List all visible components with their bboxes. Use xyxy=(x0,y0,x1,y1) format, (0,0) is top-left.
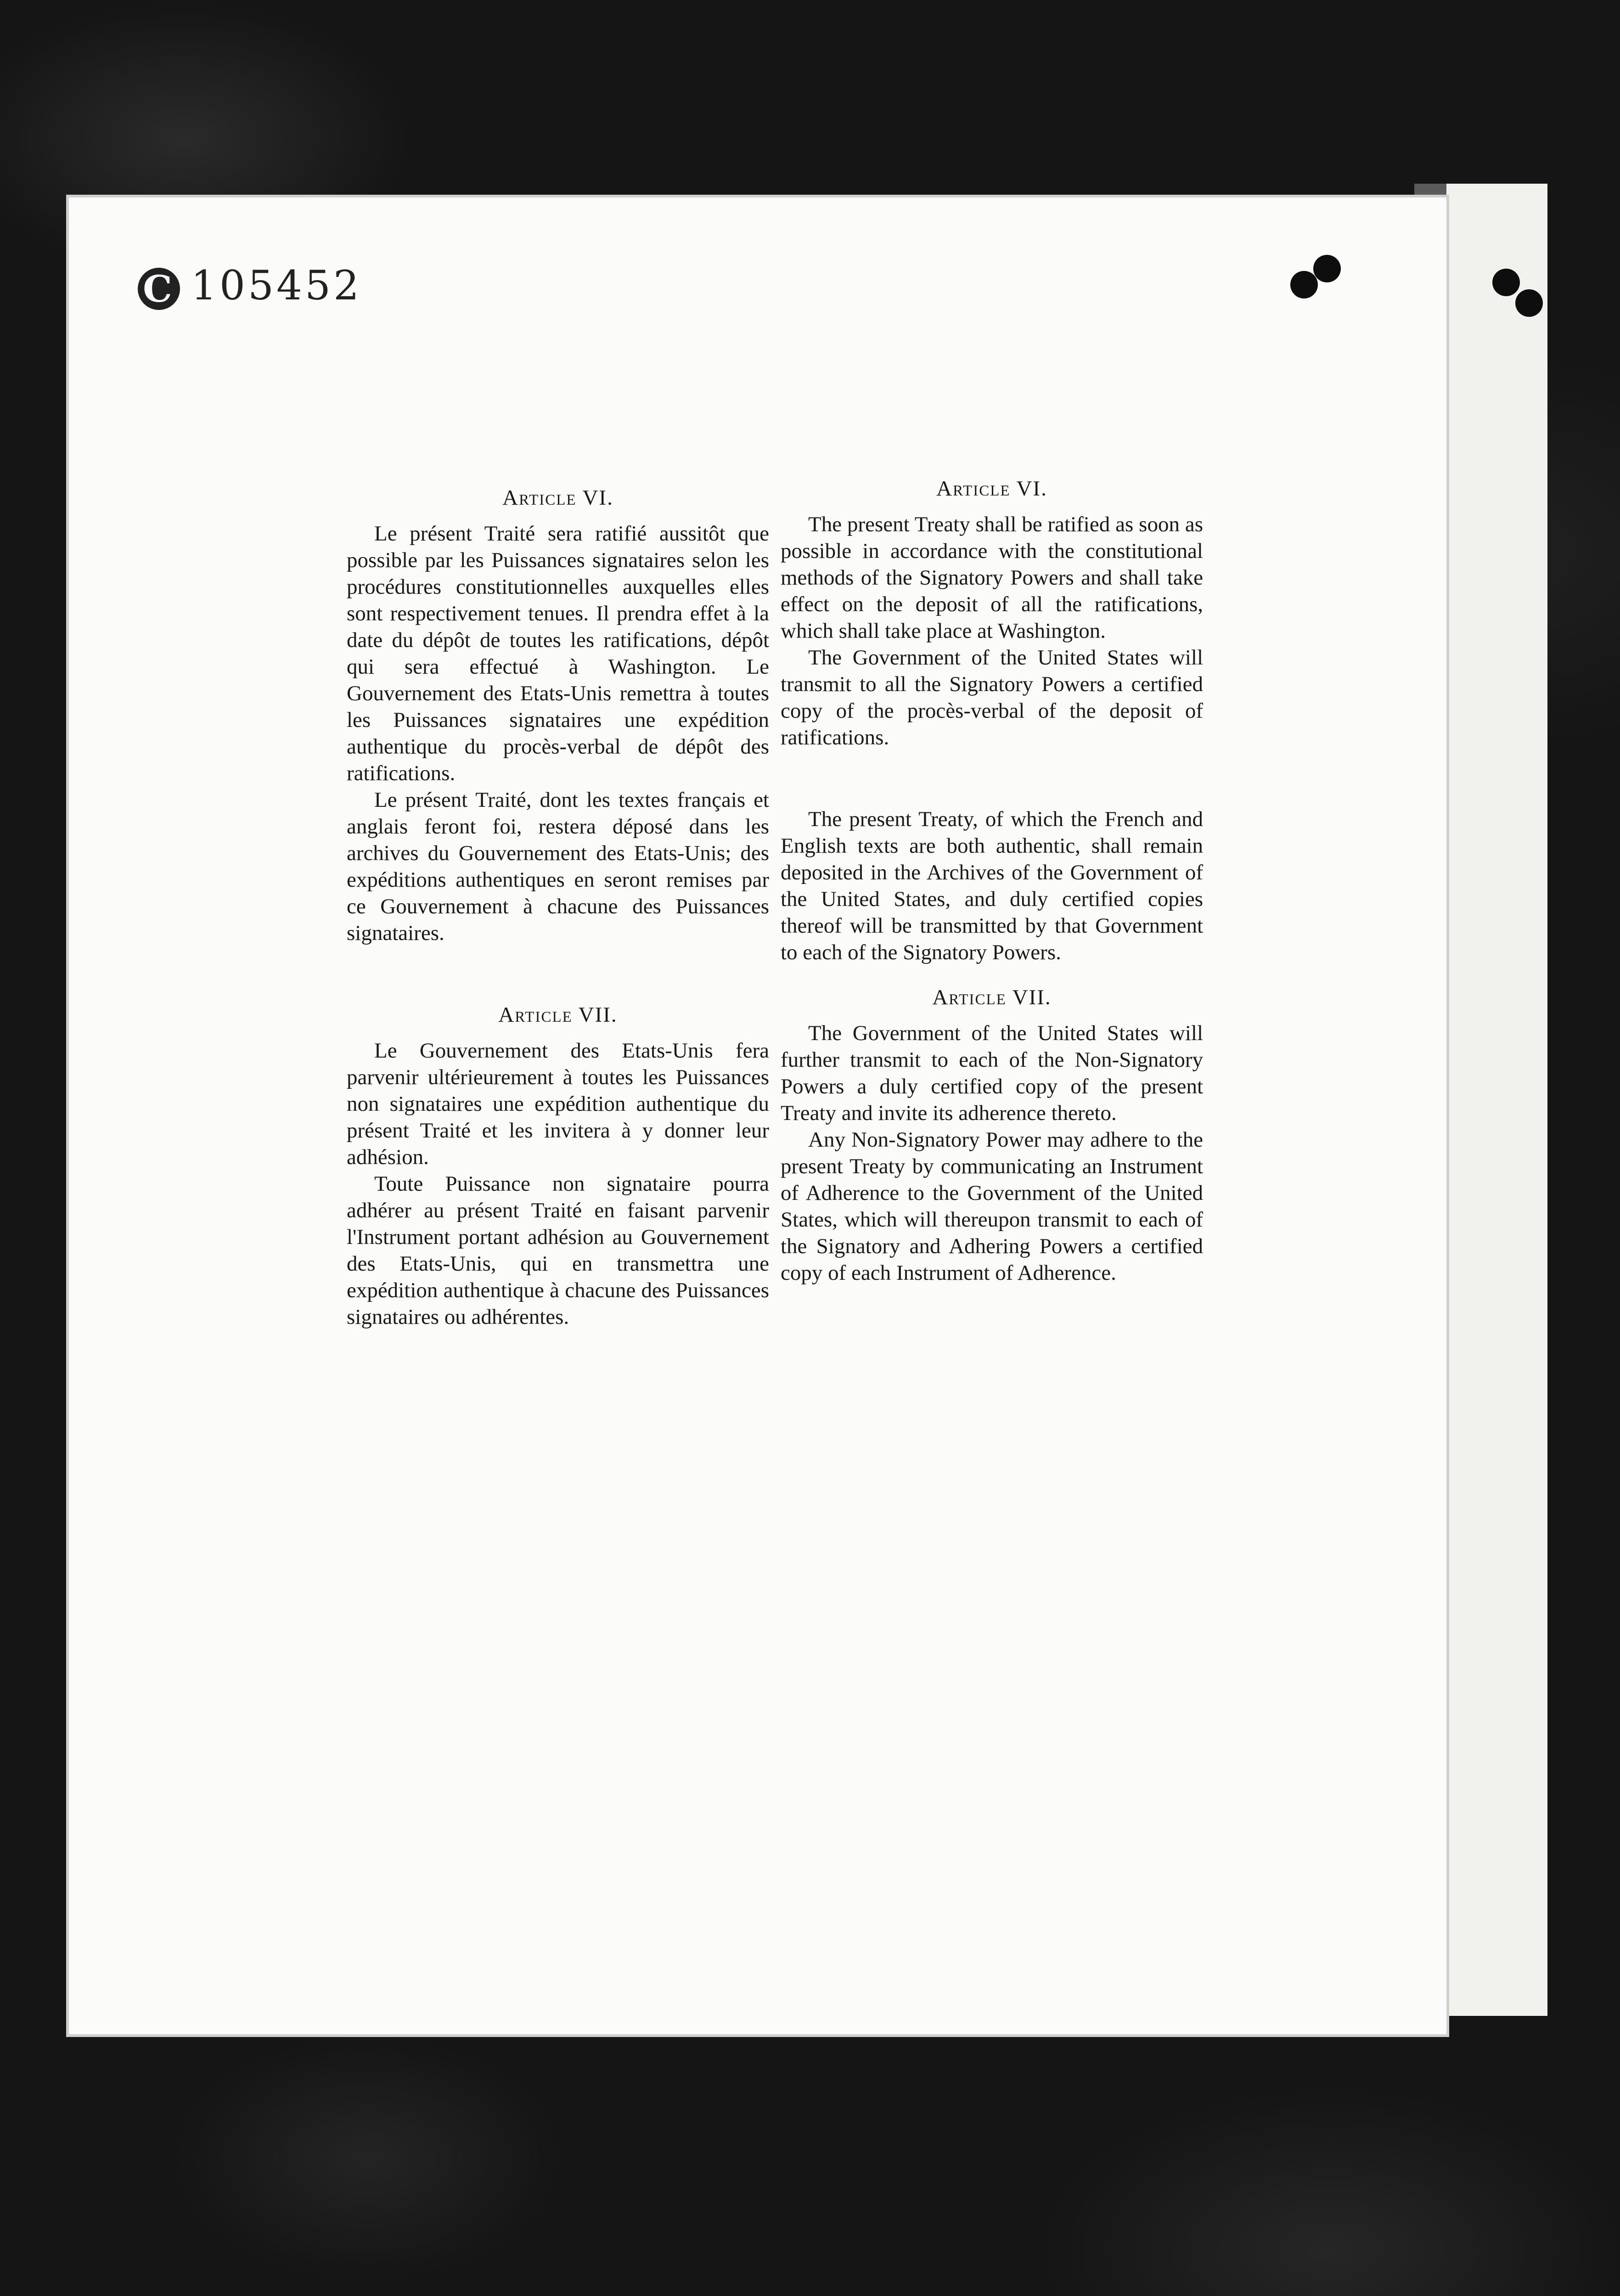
paragraph: The present Treaty shall be ratified as soon as possible in accordance with the constitutional methods of the Signatory Powers and shall take effect on the deposit of all the ratifications, which shall take place at Washington. xyxy=(781,512,1203,643)
article-heading: Article VII. xyxy=(932,985,1052,1009)
page-edge xyxy=(1446,184,1547,2016)
reference-stamp xyxy=(138,262,362,310)
paragraph: The present Treaty, of which the French and English texts are both authentic, shall remain deposited in the Archives of the Government of the United States, and duly certified copies thereof will be transmitted by that Government to each of the Signatory Powers. xyxy=(781,807,1203,964)
article-heading: Article VI. xyxy=(502,486,613,510)
article-heading: Article VII. xyxy=(498,1003,618,1027)
paragraph: Any Non-Signatory Power may adhere to the present Treaty by communicating an Instrument of Adherence to the Government of the United States, which will thereupon transmit to each of the Signatory and Adhering Powers a certified copy of each Instrument of Adherence. xyxy=(781,1128,1203,1285)
paragraph: The Government of the United States will further transmit to each of the Non-Signatory Powers a duly certified copy of the present Treaty and invite its adherence thereto. xyxy=(781,1021,1203,1125)
paragraph: Le Gouvernement des Etats-Unis fera parvenir ultérieurement à toutes les Puissances non signataires une expédition authentique du présent Traité et les invitera à y donner leur adhésion. xyxy=(347,1039,769,1169)
paragraph: Toute Puissance non signataire pourra adhérer au présent Traité en faisant parvenir l'Instrument portant adhésion au Gouvernement des Etats-Unis, qui en transmettra une expédition authentique à chacune des Puissances signataires ou adhérentes. xyxy=(347,1172,769,1329)
paragraph: Le présent Traité sera ratifié aussitôt que possible par les Puissances signataires selon les procédures constitutionnelles auxquelles elles sont respectivement tenues. Il prendra effet à la date du dépôt de toutes les ratifications, dépôt qui sera effectué à Washington. Le Gouvernement des Etats-Unis remettra à toutes les Puissances signataires une expédition authentique du procès-verbal de dépôt des ratifications. xyxy=(347,522,769,785)
punch-hole-icon xyxy=(1290,271,1318,298)
article-heading: Article VI. xyxy=(936,477,1047,501)
punch-hole-icon xyxy=(1515,289,1543,317)
punch-hole-icon xyxy=(1313,255,1341,282)
english-column xyxy=(781,475,1203,1286)
paragraph: Le présent Traité, dont les textes français et anglais feront foi, restera déposé dans les archives du Gouvernement des Etats-Unis; des expéditions authentiques en seront remises par ce Gouvernement à chacune des Puissances signataires. xyxy=(347,788,769,945)
reference-mark-icon: C xyxy=(138,268,180,310)
french-column xyxy=(347,484,769,1330)
reference-number: 105452 xyxy=(191,262,362,309)
paragraph: The Government of the United States will transmit to all the Signatory Powers a certified copy of the procès-verbal of the deposit of ratifications. xyxy=(781,646,1203,749)
punch-hole-icon xyxy=(1492,269,1520,296)
